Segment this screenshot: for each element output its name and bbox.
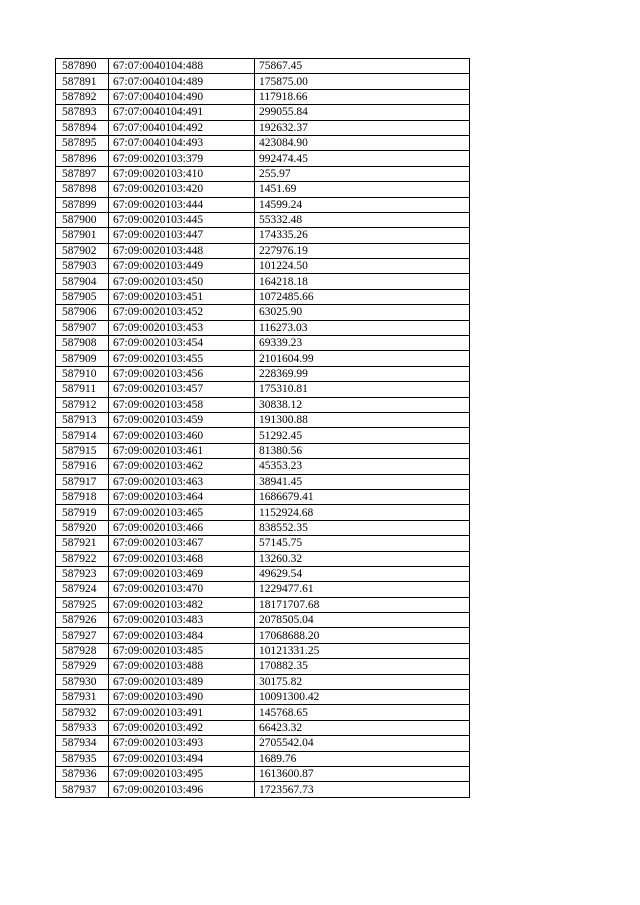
value-cell: 164218.18 bbox=[255, 274, 470, 289]
table-row bbox=[56, 105, 470, 120]
table-row bbox=[56, 613, 470, 628]
table-row bbox=[56, 351, 470, 366]
row-number-cell: 587890 bbox=[56, 59, 109, 74]
row-number-cell: 587909 bbox=[56, 351, 109, 366]
table-row bbox=[56, 182, 470, 197]
table-row bbox=[56, 690, 470, 705]
row-number-cell: 587936 bbox=[56, 766, 109, 781]
table-row bbox=[56, 289, 470, 304]
cadastral-number-cell: 67:09:0020103:461 bbox=[109, 443, 255, 458]
table-row bbox=[56, 89, 470, 104]
table-row bbox=[56, 74, 470, 89]
row-number-cell: 587893 bbox=[56, 105, 109, 120]
row-number-cell: 587904 bbox=[56, 274, 109, 289]
table-row bbox=[56, 751, 470, 766]
value-cell: 10121331.25 bbox=[255, 643, 470, 658]
value-cell: 1072485.66 bbox=[255, 289, 470, 304]
row-number-cell: 587907 bbox=[56, 320, 109, 335]
cadastral-number-cell: 67:09:0020103:444 bbox=[109, 197, 255, 212]
table-row bbox=[56, 412, 470, 427]
value-cell: 2705542.04 bbox=[255, 736, 470, 751]
cadastral-number-cell: 67:09:0020103:493 bbox=[109, 736, 255, 751]
table-row bbox=[56, 336, 470, 351]
cadastral-number-cell: 67:09:0020103:469 bbox=[109, 566, 255, 581]
value-cell: 992474.45 bbox=[255, 151, 470, 166]
value-cell: 17068688.20 bbox=[255, 628, 470, 643]
cadastral-number-cell: 67:09:0020103:450 bbox=[109, 274, 255, 289]
table-row bbox=[56, 597, 470, 612]
row-number-cell: 587892 bbox=[56, 89, 109, 104]
cadastral-number-cell: 67:07:0040104:493 bbox=[109, 135, 255, 150]
value-cell: 51292.45 bbox=[255, 428, 470, 443]
table-row bbox=[56, 166, 470, 181]
table-row bbox=[56, 643, 470, 658]
cadastral-number-cell: 67:07:0040104:488 bbox=[109, 59, 255, 74]
table-row bbox=[56, 474, 470, 489]
cadastral-number-cell: 67:09:0020103:456 bbox=[109, 366, 255, 381]
row-number-cell: 587908 bbox=[56, 336, 109, 351]
table-row bbox=[56, 551, 470, 566]
cadastral-number-cell: 67:09:0020103:445 bbox=[109, 212, 255, 227]
row-number-cell: 587910 bbox=[56, 366, 109, 381]
row-number-cell: 587903 bbox=[56, 259, 109, 274]
cadastral-number-cell: 67:09:0020103:468 bbox=[109, 551, 255, 566]
value-cell: 117918.66 bbox=[255, 89, 470, 104]
value-cell: 13260.32 bbox=[255, 551, 470, 566]
value-cell: 55332.48 bbox=[255, 212, 470, 227]
cadastral-number-cell: 67:09:0020103:464 bbox=[109, 489, 255, 504]
value-cell: 1689.76 bbox=[255, 751, 470, 766]
value-cell: 81380.56 bbox=[255, 443, 470, 458]
row-number-cell: 587891 bbox=[56, 74, 109, 89]
row-number-cell: 587931 bbox=[56, 690, 109, 705]
table-row bbox=[56, 59, 470, 74]
row-number-cell: 587920 bbox=[56, 520, 109, 535]
table-row bbox=[56, 628, 470, 643]
cadastral-number-cell: 67:09:0020103:457 bbox=[109, 382, 255, 397]
cadastral-number-cell: 67:09:0020103:490 bbox=[109, 690, 255, 705]
row-number-cell: 587897 bbox=[56, 166, 109, 181]
table-row bbox=[56, 274, 470, 289]
cadastral-number-cell: 67:09:0020103:454 bbox=[109, 336, 255, 351]
row-number-cell: 587929 bbox=[56, 659, 109, 674]
row-number-cell: 587901 bbox=[56, 228, 109, 243]
table-row bbox=[56, 428, 470, 443]
value-cell: 423084.90 bbox=[255, 135, 470, 150]
value-cell: 191300.88 bbox=[255, 412, 470, 427]
value-cell: 38941.45 bbox=[255, 474, 470, 489]
value-cell: 838552.35 bbox=[255, 520, 470, 535]
row-number-cell: 587911 bbox=[56, 382, 109, 397]
table-row bbox=[56, 505, 470, 520]
value-cell: 1686679.41 bbox=[255, 489, 470, 504]
table-row bbox=[56, 705, 470, 720]
cadastral-number-cell: 67:09:0020103:451 bbox=[109, 289, 255, 304]
row-number-cell: 587927 bbox=[56, 628, 109, 643]
value-cell: 10091300.42 bbox=[255, 690, 470, 705]
cadastral-number-cell: 67:07:0040104:492 bbox=[109, 120, 255, 135]
cadastral-number-cell: 67:09:0020103:449 bbox=[109, 259, 255, 274]
table-row bbox=[56, 228, 470, 243]
cadastral-number-cell: 67:09:0020103:458 bbox=[109, 397, 255, 412]
value-cell: 66423.32 bbox=[255, 720, 470, 735]
value-cell: 228369.99 bbox=[255, 366, 470, 381]
row-number-cell: 587926 bbox=[56, 613, 109, 628]
value-cell: 1723567.73 bbox=[255, 782, 470, 797]
table-row bbox=[56, 674, 470, 689]
row-number-cell: 587934 bbox=[56, 736, 109, 751]
row-number-cell: 587922 bbox=[56, 551, 109, 566]
value-cell: 1451.69 bbox=[255, 182, 470, 197]
value-cell: 174335.26 bbox=[255, 228, 470, 243]
cadastral-number-cell: 67:09:0020103:466 bbox=[109, 520, 255, 535]
row-number-cell: 587919 bbox=[56, 505, 109, 520]
value-cell: 63025.90 bbox=[255, 305, 470, 320]
row-number-cell: 587932 bbox=[56, 705, 109, 720]
cadastral-number-cell: 67:09:0020103:463 bbox=[109, 474, 255, 489]
table-row bbox=[56, 766, 470, 781]
table-row bbox=[56, 536, 470, 551]
row-number-cell: 587937 bbox=[56, 782, 109, 797]
value-cell: 45353.23 bbox=[255, 459, 470, 474]
value-cell: 2078505.04 bbox=[255, 613, 470, 628]
row-number-cell: 587896 bbox=[56, 151, 109, 166]
value-cell: 175875.00 bbox=[255, 74, 470, 89]
table-row bbox=[56, 489, 470, 504]
cadastral-number-cell: 67:09:0020103:453 bbox=[109, 320, 255, 335]
value-cell: 192632.37 bbox=[255, 120, 470, 135]
cadastral-number-cell: 67:09:0020103:460 bbox=[109, 428, 255, 443]
value-cell: 175310.81 bbox=[255, 382, 470, 397]
value-cell: 1229477.61 bbox=[255, 582, 470, 597]
cadastral-number-cell: 67:09:0020103:470 bbox=[109, 582, 255, 597]
value-cell: 2101604.99 bbox=[255, 351, 470, 366]
cadastral-number-cell: 67:09:0020103:492 bbox=[109, 720, 255, 735]
value-cell: 145768.65 bbox=[255, 705, 470, 720]
value-cell: 57145.75 bbox=[255, 536, 470, 551]
table-row bbox=[56, 305, 470, 320]
row-number-cell: 587899 bbox=[56, 197, 109, 212]
data-table bbox=[55, 58, 470, 798]
row-number-cell: 587935 bbox=[56, 751, 109, 766]
table-row bbox=[56, 397, 470, 412]
cadastral-number-cell: 67:09:0020103:489 bbox=[109, 674, 255, 689]
cadastral-number-cell: 67:09:0020103:452 bbox=[109, 305, 255, 320]
row-number-cell: 587913 bbox=[56, 412, 109, 427]
cadastral-number-cell: 67:09:0020103:420 bbox=[109, 182, 255, 197]
cadastral-number-cell: 67:09:0020103:448 bbox=[109, 243, 255, 258]
row-number-cell: 587914 bbox=[56, 428, 109, 443]
table-row bbox=[56, 243, 470, 258]
table-row bbox=[56, 659, 470, 674]
row-number-cell: 587894 bbox=[56, 120, 109, 135]
table-row bbox=[56, 197, 470, 212]
value-cell: 255.97 bbox=[255, 166, 470, 181]
value-cell: 69339.23 bbox=[255, 336, 470, 351]
row-number-cell: 587902 bbox=[56, 243, 109, 258]
cadastral-number-cell: 67:09:0020103:462 bbox=[109, 459, 255, 474]
table-row bbox=[56, 566, 470, 581]
cadastral-number-cell: 67:09:0020103:410 bbox=[109, 166, 255, 181]
cadastral-number-cell: 67:09:0020103:496 bbox=[109, 782, 255, 797]
table-row bbox=[56, 459, 470, 474]
value-cell: 49629.54 bbox=[255, 566, 470, 581]
value-cell: 1152924.68 bbox=[255, 505, 470, 520]
value-cell: 14599.24 bbox=[255, 197, 470, 212]
cadastral-number-cell: 67:09:0020103:447 bbox=[109, 228, 255, 243]
row-number-cell: 587915 bbox=[56, 443, 109, 458]
table-row bbox=[56, 320, 470, 335]
row-number-cell: 587933 bbox=[56, 720, 109, 735]
value-cell: 170882.35 bbox=[255, 659, 470, 674]
cadastral-number-cell: 67:07:0040104:491 bbox=[109, 105, 255, 120]
cadastral-number-cell: 67:09:0020103:484 bbox=[109, 628, 255, 643]
cadastral-number-cell: 67:09:0020103:488 bbox=[109, 659, 255, 674]
row-number-cell: 587905 bbox=[56, 289, 109, 304]
row-number-cell: 587921 bbox=[56, 536, 109, 551]
cadastral-number-cell: 67:09:0020103:495 bbox=[109, 766, 255, 781]
cadastral-number-cell: 67:09:0020103:485 bbox=[109, 643, 255, 658]
table-row bbox=[56, 366, 470, 381]
row-number-cell: 587916 bbox=[56, 459, 109, 474]
table-body bbox=[56, 59, 470, 798]
row-number-cell: 587898 bbox=[56, 182, 109, 197]
table-row bbox=[56, 720, 470, 735]
cadastral-number-cell: 67:09:0020103:482 bbox=[109, 597, 255, 612]
cadastral-number-cell: 67:09:0020103:491 bbox=[109, 705, 255, 720]
row-number-cell: 587895 bbox=[56, 135, 109, 150]
row-number-cell: 587928 bbox=[56, 643, 109, 658]
row-number-cell: 587912 bbox=[56, 397, 109, 412]
table-row bbox=[56, 212, 470, 227]
value-cell: 18171707.68 bbox=[255, 597, 470, 612]
row-number-cell: 587930 bbox=[56, 674, 109, 689]
row-number-cell: 587923 bbox=[56, 566, 109, 581]
cadastral-number-cell: 67:09:0020103:455 bbox=[109, 351, 255, 366]
table-row bbox=[56, 582, 470, 597]
cadastral-number-cell: 67:09:0020103:494 bbox=[109, 751, 255, 766]
cadastral-number-cell: 67:09:0020103:379 bbox=[109, 151, 255, 166]
table-row bbox=[56, 151, 470, 166]
cadastral-number-cell: 67:09:0020103:459 bbox=[109, 412, 255, 427]
value-cell: 30838.12 bbox=[255, 397, 470, 412]
table-row bbox=[56, 736, 470, 751]
row-number-cell: 587924 bbox=[56, 582, 109, 597]
table-row bbox=[56, 135, 470, 150]
row-number-cell: 587900 bbox=[56, 212, 109, 227]
table-row bbox=[56, 443, 470, 458]
row-number-cell: 587906 bbox=[56, 305, 109, 320]
cadastral-number-cell: 67:09:0020103:483 bbox=[109, 613, 255, 628]
value-cell: 1613600.87 bbox=[255, 766, 470, 781]
table-row bbox=[56, 782, 470, 797]
value-cell: 227976.19 bbox=[255, 243, 470, 258]
cadastral-number-cell: 67:07:0040104:490 bbox=[109, 89, 255, 104]
row-number-cell: 587917 bbox=[56, 474, 109, 489]
row-number-cell: 587918 bbox=[56, 489, 109, 504]
cadastral-number-cell: 67:07:0040104:489 bbox=[109, 74, 255, 89]
table-row bbox=[56, 382, 470, 397]
value-cell: 116273.03 bbox=[255, 320, 470, 335]
table-row bbox=[56, 120, 470, 135]
value-cell: 101224.50 bbox=[255, 259, 470, 274]
value-cell: 75867.45 bbox=[255, 59, 470, 74]
table-row bbox=[56, 520, 470, 535]
value-cell: 30175.82 bbox=[255, 674, 470, 689]
table-row bbox=[56, 259, 470, 274]
row-number-cell: 587925 bbox=[56, 597, 109, 612]
cadastral-number-cell: 67:09:0020103:467 bbox=[109, 536, 255, 551]
cadastral-number-cell: 67:09:0020103:465 bbox=[109, 505, 255, 520]
value-cell: 299055.84 bbox=[255, 105, 470, 120]
